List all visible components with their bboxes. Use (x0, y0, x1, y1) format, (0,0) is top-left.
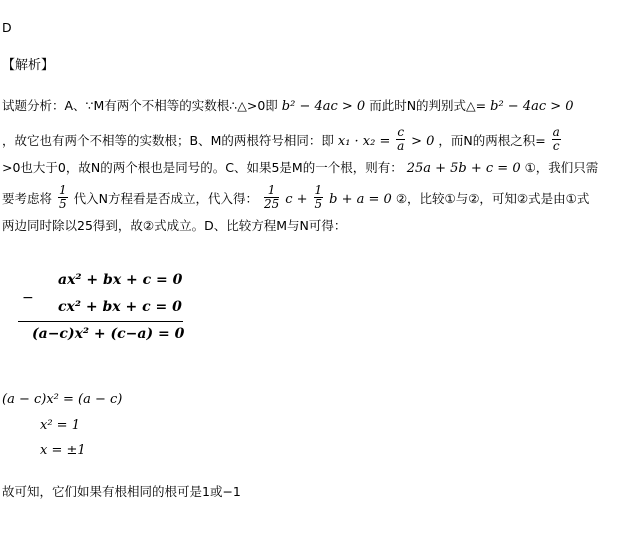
fraction-denominator: 25 (263, 197, 280, 211)
line3-math: 25a + 5b + c = 0 (406, 161, 521, 176)
fraction-denominator: 5 (314, 197, 323, 211)
equation-m: ax² + bx + c = 0 (58, 272, 183, 288)
section-title: 【解析】 (2, 58, 55, 73)
answer-letter: D (2, 20, 12, 35)
line3-text-a: >0也大于0，故N的两个根也是同号的。C、如果5是M的一个根，则有： (2, 160, 403, 175)
fraction-numerator: 1 (59, 183, 67, 197)
line1-text-a: 试题分析：A、∵M有两个不相等的实数根∴△>0即 (2, 98, 278, 113)
step-3: x = ±1 (40, 443, 86, 458)
analysis-line-5: 两边同时除以25得到，故②式成立。D、比较方程M与N可得： (2, 218, 347, 233)
analysis-line-4 (2, 183, 590, 213)
line2-text-b: ，而N的两根之积= (438, 133, 546, 148)
line2-gt: > 0 (411, 134, 435, 149)
subtraction-result: (a−c)x² + (c−a) = 0 (32, 326, 185, 342)
fraction-numerator: c (397, 125, 405, 139)
fraction-c-over-a (396, 126, 405, 153)
step-1: (a − c)x² = (a − c) (2, 392, 123, 407)
subtraction-line (18, 321, 183, 322)
conclusion: 故可知，它们如果有根相同的根可是1或−1 (2, 484, 241, 499)
fraction-numerator: a (552, 125, 560, 139)
line1-math-2: b² − 4ac > 0 (490, 99, 574, 114)
analysis-line-3 (2, 160, 598, 177)
analysis-line-1 (2, 98, 574, 115)
line4-math-2: b + a = 0 (329, 192, 392, 207)
line4-text-c: ②，比较①与②，可知②式是由①式 (395, 191, 590, 206)
fraction-one-fifth (58, 184, 68, 211)
line4-text-a: 要考虑将 (2, 191, 53, 206)
step-2: x² = 1 (40, 418, 80, 433)
line3-text-b: ①，我们只需 (524, 160, 599, 175)
minus-sign: − (22, 290, 34, 306)
line2-product: x₁ · x₂ = (337, 134, 391, 149)
fraction-one-25th (264, 184, 279, 211)
fraction-a-over-c (552, 126, 561, 153)
line1-text-b: 而此时N的判别式△= (369, 98, 487, 113)
fraction-numerator: 1 (314, 183, 323, 197)
fraction-denominator: 5 (59, 197, 67, 211)
line4-text-b: 代入N方程看是否成立，代入得： (73, 191, 258, 206)
line1-math-1: b² − 4ac > 0 (281, 99, 366, 114)
fraction-numerator: 1 (264, 184, 279, 198)
line2-text-a: ，故它也有两个不相等的实数根；B、M的两根符号相同：即 (2, 133, 334, 148)
equation-n: cx² + bx + c = 0 (58, 299, 182, 315)
line4-math-1: c + (285, 192, 308, 207)
fraction-denominator: a (397, 139, 405, 153)
fraction-one-fifth-b (314, 184, 324, 211)
analysis-line-2 (2, 125, 563, 155)
fraction-denominator: c (552, 139, 560, 153)
